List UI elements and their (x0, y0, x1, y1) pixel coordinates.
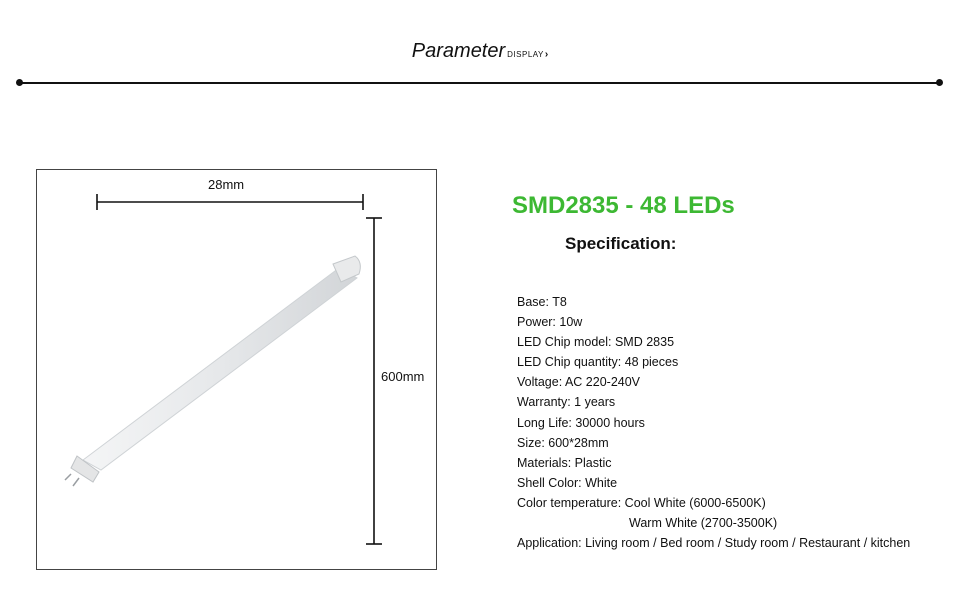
section-header (0, 40, 960, 63)
spec-item-chip-quantity: LED Chip quantity: 48 pieces (517, 355, 679, 370)
section-subtitle: DISPLAY (507, 50, 544, 59)
spec-item-warranty: Warranty: 1 years (517, 395, 616, 410)
spec-item-long-life: Long Life: 30000 hours (517, 415, 645, 430)
product-image-frame (36, 169, 437, 570)
spec-heading: Specification: (565, 234, 677, 253)
divider-end-dot-right (936, 79, 943, 86)
spec-item-materials: Materials: Plastic (517, 455, 612, 470)
section-title: Parameter (411, 40, 506, 62)
spec-item-voltage: Voltage: AC 220-240V (517, 375, 641, 390)
divider-end-dot-left (16, 79, 23, 86)
spec-item-shell-color: Shell Color: White (517, 475, 618, 490)
spec-item-application: Application: Living room / Bed room / Study room / Restaurant / kitchen (517, 536, 911, 551)
spec-item-color-temperature: Color temperature: Cool White (6000-6500K) (517, 495, 766, 510)
length-dimension-line (366, 218, 382, 544)
header-divider (20, 82, 940, 84)
spec-list (517, 292, 910, 553)
product-title: SMD2835 - 48 LEDs (512, 192, 735, 219)
spec-item-chip-model: LED Chip model: SMD 2835 (517, 335, 675, 350)
chevron-right-icon: › (544, 49, 549, 60)
spec-item-size: Size: 600*28mm (517, 435, 609, 450)
width-dimension-label: 28mm (208, 177, 245, 192)
spec-item-base: Base: T8 (517, 295, 567, 309)
led-tube-illustration (37, 170, 438, 571)
led-tube (65, 256, 360, 486)
width-dimension-line (97, 194, 363, 210)
spec-item-color-temperature-warm: Warm White (2700-3500K) (629, 516, 778, 531)
length-dimension-label: 600mm (381, 369, 425, 384)
spec-item-power: Power: 10w (517, 315, 583, 330)
